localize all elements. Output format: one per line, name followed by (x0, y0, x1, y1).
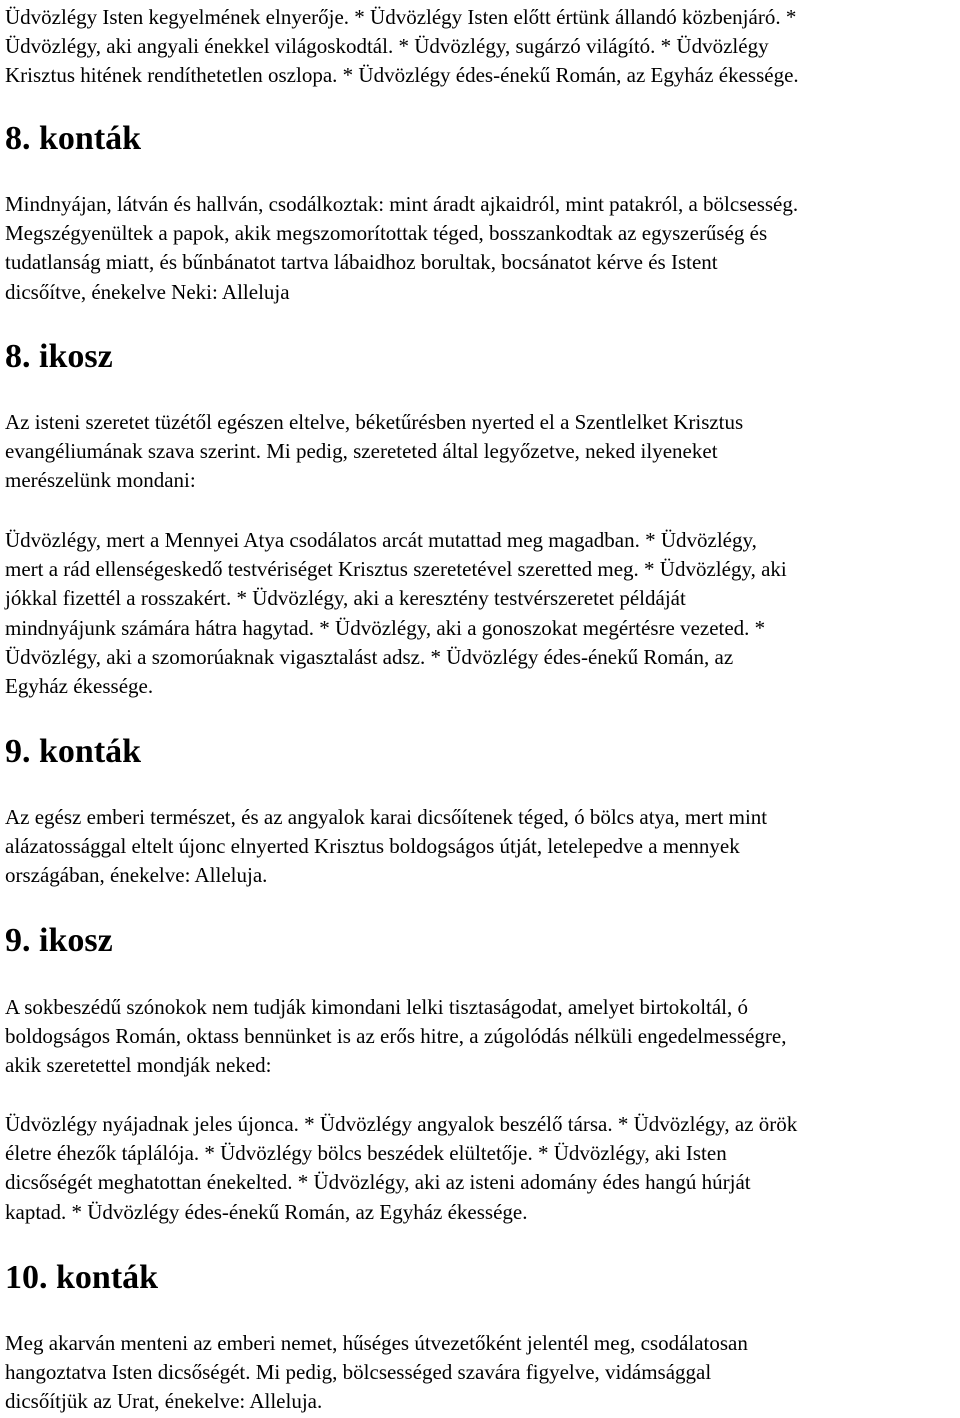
section-9-ikosz-paragraph-2 (5, 1110, 960, 1227)
section-heading-8-kontak (5, 119, 960, 159)
text-line: Krisztus hitének rendíthetetlen oszlopa. * Üdvözlégy édes-énekű Román, az Egyház ékessége. (5, 63, 799, 88)
section-heading-9-ikosz (5, 921, 960, 961)
paragraph (5, 3, 960, 91)
text-line: dicsőségét meghatottan énekelted. * Üdvözlégy, aki az isteni adomány édes hangú húrját (5, 1170, 751, 1195)
text-line: jókkal fizettél a rosszakért. * Üdvözlégy, aki a keresztény testvérszeretet példáját (5, 586, 686, 611)
section-heading-8-ikosz (5, 337, 960, 377)
section-heading: 10. konták (5, 1259, 159, 1296)
section-10-kontak-paragraph (5, 1329, 960, 1417)
text-line: Üdvözlégy, aki a szomorúaknak vigasztalást adsz. * Üdvözlégy édes-énekű Román, az (5, 644, 734, 669)
text-line: Mindnyájan, látván és hallván, csodálkoztak: mint áradt ajkaidról, mint patakról, a bölcsesség. (5, 192, 799, 216)
text-line: Üdvözlégy, mert a Mennyei Atya csodálatos arcát mutattad meg magadban. * Üdvözlégy, (5, 528, 757, 552)
text-line: boldogságos Román, oktass bennünket is az erős hitre, a zúgolódás nélküli engedelmességre, (5, 1024, 787, 1049)
text-line: alázatossággal eltelt újonc elnyerted Krisztus boldogságos útját, letelepedve a mennyek (5, 834, 740, 859)
paragraph (5, 190, 960, 307)
text-line: Az isteni szeretet tüzétől egészen eltelve, béketűrésben nyerted el a Szentlelket Krisztus (5, 410, 744, 434)
section-8-ikosz-paragraph-2 (5, 526, 960, 701)
section-heading-9-kontak (5, 732, 960, 772)
section-9-kontak-paragraph (5, 803, 960, 891)
intro-paragraph (5, 3, 960, 91)
text-line: tudatlanság miatt, és bűnbánatot tartva lábaidhoz borultak, bocsánatot kérve és Istent (5, 250, 718, 275)
text-line: Üdvözlégy, aki angyali énekkel világoskodtál. * Üdvözlégy, sugárzó világító. * Üdvözlégy (5, 34, 769, 59)
text-line: életre éhezők táplálója. * Üdvözlégy bölcs beszédek elültetője. * Üdvözlégy, aki Isten (5, 1141, 727, 1166)
text-line: mindnyájunk számára hátra hagytad. * Üdvözlégy, aki a gonoszokat megértésre vezeted. * (5, 615, 766, 640)
paragraph (5, 1329, 960, 1417)
section-heading-10-kontak (5, 1258, 960, 1298)
text-line: Megszégyenültek a papok, akik megszomorítottak téged, bosszankodtak az egyszerűség és (5, 221, 768, 246)
text-line: Meg akarván menteni az emberi nemet, hűséges útvezetőként jelentél meg, csodálatosan (5, 1331, 748, 1355)
text-line: országában, énekelve: Alleluja. (5, 863, 268, 888)
paragraph (5, 803, 960, 891)
text-line: hangoztatva Isten dicsőségét. Mi pedig, bölcsességed szavára figyelve, vidámsággal (5, 1360, 712, 1385)
text-line: mert a rád ellenségeskedő testvériséget Krisztus szeretetével szeretted meg. * Üdvözlégy, aki (5, 557, 787, 582)
section-heading: 8. ikosz (5, 338, 113, 375)
text-line: Üdvözlégy nyájadnak jeles újonca. * Üdvözlégy angyalok beszélő társa. * Üdvözlégy, az örök (5, 1112, 798, 1136)
text-line: A sokbeszédű szónokok nem tudják kimondani lelki tisztaságodat, amelyet birtokoltál, ó (5, 995, 749, 1019)
text-line: akik szeretettel mondják neked: (5, 1053, 272, 1078)
text-line: Egyház ékessége. (5, 673, 154, 698)
section-heading: 9. ikosz (5, 922, 113, 959)
text-line: Üdvözlégy Isten kegyelmének elnyerője. * Üdvözlégy Isten előtt értünk állandó közbenjáró. * (5, 5, 797, 29)
section-heading: 9. konták (5, 733, 142, 770)
paragraph (5, 526, 960, 701)
text-line: Az egész emberi természet, és az angyalok karai dicsőítenek téged, ó bölcs atya, mert mint (5, 805, 768, 829)
section-heading: 8. konták (5, 120, 142, 157)
paragraph (5, 1110, 960, 1227)
text-line: dicsőítjük az Urat, énekelve: Alleluja. (5, 1389, 323, 1414)
text-line: dicsőítve, énekelve Neki: Alleluja (5, 279, 290, 304)
text-line: kaptad. * Üdvözlégy édes-énekű Román, az Egyház ékessége. (5, 1199, 528, 1224)
paragraph (5, 993, 960, 1081)
text-line: evangéliumának szava szerint. Mi pedig, szereteted által legyőzetve, neked ilyeneket (5, 439, 718, 464)
section-8-kontak-paragraph (5, 190, 960, 307)
section-8-ikosz-paragraph-1 (5, 408, 960, 496)
paragraph (5, 408, 960, 496)
text-line: merészelünk mondani: (5, 468, 196, 493)
section-9-ikosz-paragraph-1 (5, 993, 960, 1081)
